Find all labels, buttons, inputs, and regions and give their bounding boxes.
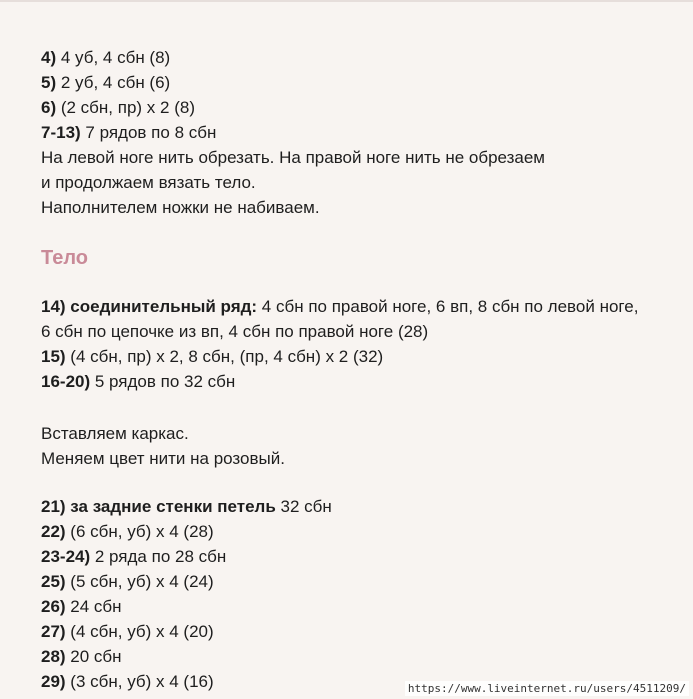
instruction-line [41, 170, 681, 195]
instruction-line [41, 319, 681, 344]
section-heading-body: Тело [41, 247, 89, 269]
instruction-line [41, 344, 681, 369]
rows-instructions [41, 494, 681, 694]
row-number: 26) [41, 597, 66, 616]
watermark-url: https://www.liveinternet.ru/users/4511209/ [405, 681, 689, 696]
instruction-line [41, 195, 681, 220]
row-text: 4 уб, 4 сбн (8) [56, 48, 171, 67]
row-text: 2 уб, 4 сбн (6) [56, 73, 171, 92]
instruction-line [41, 45, 681, 70]
row-number: 5) [41, 73, 57, 92]
row-text: 24 сбн [65, 597, 122, 616]
instruction-line [41, 120, 681, 145]
row-number: 23-24) [41, 547, 91, 566]
row-text: 2 ряда по 28 сбн [90, 547, 227, 566]
row-text: 4 сбн по правой ноге, 6 вп, 8 сбн по левой ноге, [257, 297, 639, 316]
legs-instructions [41, 45, 681, 220]
row-text: 6 сбн по цепочке из вп, 4 сбн по правой ноге (28) [41, 322, 429, 341]
instruction-line [41, 494, 681, 519]
row-text: Вставляем каркас. [41, 424, 189, 443]
instruction-line [41, 644, 681, 669]
row-text: 20 сбн [65, 647, 122, 666]
row-text: (4 сбн, пр) х 2, 8 сбн, (пр, 4 сбн) х 2 (32) [65, 347, 384, 366]
row-text: На левой ноге нить обрезать. На правой ноге нить не обрезаем [41, 148, 545, 167]
notes-instructions [41, 421, 681, 471]
row-text: 7 рядов по 8 сбн [80, 123, 217, 142]
row-number: 6) [41, 98, 57, 117]
row-text: (3 сбн, уб) х 4 (16) [65, 672, 214, 691]
row-text: Наполнителем ножки не набиваем. [41, 198, 320, 217]
row-number: 7-13) [41, 123, 81, 142]
row-number: 22) [41, 522, 66, 541]
row-text: (5 сбн, уб) х 4 (24) [65, 572, 214, 591]
row-number: 29) [41, 672, 66, 691]
instruction-line [41, 594, 681, 619]
instruction-line [41, 70, 681, 95]
row-text: (2 сбн, пр) х 2 (8) [56, 98, 195, 117]
row-number: 14) соединительный ряд: [41, 297, 258, 316]
instruction-line [41, 95, 681, 120]
row-text: Меняем цвет нити на розовый. [41, 449, 285, 468]
row-number: 28) [41, 647, 66, 666]
row-number: 4) [41, 48, 57, 67]
instruction-line [41, 421, 681, 446]
instruction-line [41, 294, 681, 319]
row-text: (6 сбн, уб) х 4 (28) [65, 522, 214, 541]
row-text: 32 сбн [275, 497, 332, 516]
instruction-line [41, 544, 681, 569]
instruction-line [41, 145, 681, 170]
row-number: 16-20) [41, 372, 91, 391]
row-number: 25) [41, 572, 66, 591]
instruction-line [41, 569, 681, 594]
row-text: 5 рядов по 32 сбн [90, 372, 236, 391]
row-text: (4 сбн, уб) х 4 (20) [65, 622, 214, 641]
row-number: 15) [41, 347, 66, 366]
instruction-line [41, 519, 681, 544]
row-number: 21) за задние стенки петель [41, 497, 276, 516]
row-number: 27) [41, 622, 66, 641]
row-text: и продолжаем вязать тело. [41, 173, 256, 192]
instruction-line [41, 619, 681, 644]
instruction-line [41, 446, 681, 471]
body-instructions [41, 294, 681, 394]
instruction-line [41, 369, 681, 394]
top-divider [0, 0, 693, 2]
